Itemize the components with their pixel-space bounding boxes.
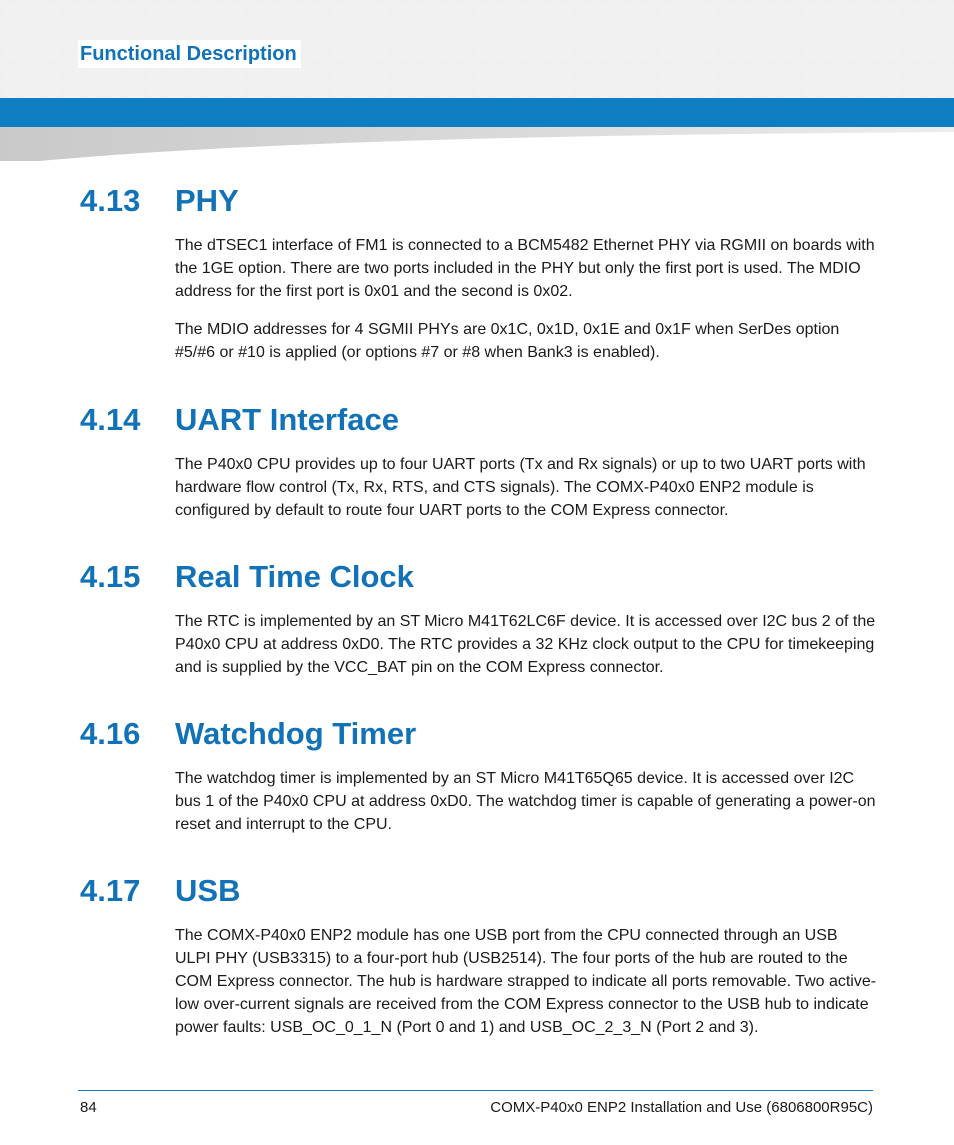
section-title: USB: [175, 873, 241, 908]
section-heading-phy: [80, 183, 239, 219]
section-number: 4.16: [80, 716, 141, 751]
page-number: 84: [80, 1099, 97, 1116]
section-heading-real-time-clock: [80, 559, 414, 595]
paragraph: The dTSEC1 interface of FM1 is connected to a BCM5482 Ethernet PHY via RGMII on boards with the 1GE option. There are two ports included in the PHY but only the first port is used. The MDIO address for the first port is 0x01 and the second is 0x02.: [175, 237, 875, 300]
footer-rule: [78, 1090, 873, 1091]
section-title: UART Interface: [175, 402, 399, 437]
section-number: 4.14: [80, 402, 141, 437]
section-heading-uart-interface: [80, 402, 399, 438]
header-blue-bar: [0, 98, 954, 127]
section-title: Real Time Clock: [175, 559, 414, 594]
paragraph: The COMX-P40x0 ENP2 module has one USB port from the CPU connected through an USB ULPI PHY (USB3315) to a four-port hub (USB2514). The four ports of the hub are routed to the COM Express connector. The hub is hardware strapped to indicate all ports removable. Two active-low over-current signals are received from the COM Express connector to the USB hub to indicate power faults: USB_OC_0_1_N (Port 0 and 1) and USB_OC_2_3_N (Port 2 and 3).: [175, 927, 877, 1036]
document-title: COMX-P40x0 ENP2 Installation and Use (6806800R95C): [490, 1099, 873, 1116]
paragraph: The MDIO addresses for 4 SGMII PHYs are 0x1C, 0x1D, 0x1E and 0x1F when SerDes option #5/#6 or #10 is applied (or options #7 or #8 when Bank3 is enabled).: [175, 321, 840, 361]
section-heading-usb: [80, 873, 240, 909]
paragraph: The P40x0 CPU provides up to four UART ports (Tx and Rx signals) or up to two UART ports with hardware flow control (Tx, Rx, RTS, and CTS signals). The COMX-P40x0 ENP2 module is configured by default to route four UART ports to the COM Express connector.: [175, 456, 866, 519]
header-gray-swoosh: [0, 127, 954, 163]
section-heading-watchdog-timer: [80, 716, 416, 752]
section-title: PHY: [175, 183, 239, 218]
section-number: 4.15: [80, 559, 141, 594]
paragraph: The watchdog timer is implemented by an ST Micro M41T65Q65 device. It is accessed over I2C bus 1 of the P40x0 CPU at address 0xD0. The watchdog timer is capable of generating a power-on reset and interrupt to the CPU.: [175, 770, 876, 833]
section-title: Watchdog Timer: [175, 716, 417, 751]
section-number: 4.13: [80, 183, 141, 218]
chapter-title: Functional Description: [78, 40, 301, 68]
section-number: 4.17: [80, 873, 141, 908]
paragraph: The RTC is implemented by an ST Micro M41T62LC6F device. It is accessed over I2C bus 2 of the P40x0 CPU at address 0xD0. The RTC provides a 32 KHz clock output to the CPU for timekeeping and is supplied by the VCC_BAT pin on the COM Express connector.: [175, 613, 876, 676]
